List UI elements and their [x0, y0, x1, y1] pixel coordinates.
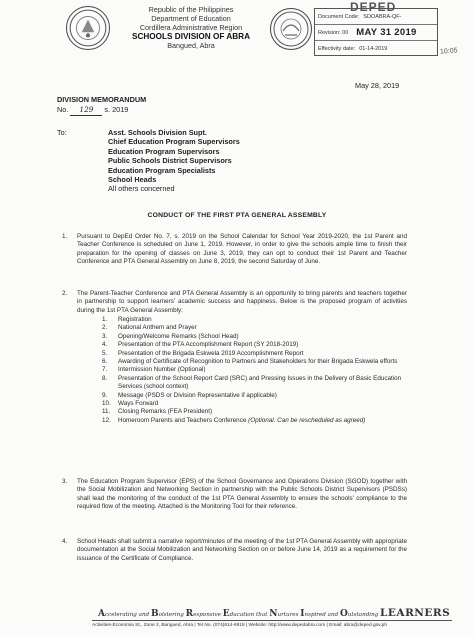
program-item [102, 366, 412, 374]
program-item-number: 1. [102, 316, 108, 323]
recipient-item: Education Program Specialists [108, 165, 216, 175]
slogan-word: ducation that [229, 612, 270, 618]
program-item [102, 375, 412, 392]
revision-row [315, 25, 437, 41]
footer-contact: Activities-Economia St., Zone 2, Bangued, Abra | Tel No. (074)614-6918 | Website: http://www.depedabra.com | Email: abra@deped.gov.ph [92, 623, 387, 628]
recipient-list [108, 128, 240, 194]
recipient-item: Asst. Schools Division Supt. [108, 128, 207, 137]
division-seal-icon [270, 8, 312, 50]
paragraph-1: Pursuant to DepEd Order No. 7, s. 2019 on the School Calendar for School Year 2019-2020, the 1st Parent and Teacher Conference is scheduled on June 1, 2019. However, in order to give the schools ample time to finish their preparation for the opening of classes on June 3, 2019, they can opt to conduct their 1st Parent and Teacher Conference and PTA General Assembly on June 8, 2019, the second Saturday of June. [77, 233, 407, 266]
letterhead [116, 5, 266, 50]
memo-date: May 28, 2019 [355, 81, 400, 90]
recipient-item: Chief Education Program Supervisors [108, 137, 240, 147]
letterhead-line-1: Republic of the Philippines [148, 5, 234, 14]
program-item-label: Presentation of the Brigada Eskwela 2019 Accomplishment Report [118, 349, 304, 357]
effectivity-row [315, 41, 437, 56]
program-item-label: Presentation of the School Report Card (SRC) and Pressing Issues in the Delivery of Basic Education Services (school context) [118, 374, 402, 391]
letterhead-location: Bangued, Abra [167, 41, 215, 50]
program-item-number: 9. [102, 391, 108, 399]
program-item-text [118, 417, 412, 425]
slogan-initial: N [269, 609, 278, 619]
memo-heading [57, 95, 146, 116]
program-item-number: 10. [102, 400, 111, 408]
to-label: To: [57, 128, 67, 137]
slogan-word: ccelerating and [104, 612, 151, 618]
slogan-initial: A [98, 609, 105, 619]
program-item [102, 400, 412, 408]
doc-code-value: SDOABRA-QF- [363, 13, 402, 20]
slogan-initial: O [339, 609, 348, 619]
deped-seal-icon [66, 6, 110, 50]
slogan-word: esponsive [193, 612, 223, 618]
handwritten-time-note: 10:05 [439, 47, 458, 56]
program-item-text [118, 408, 412, 416]
program-item [102, 392, 412, 400]
program-item-text [118, 392, 412, 400]
effectivity-label: Effectivity date: [318, 45, 356, 52]
program-item-text [118, 324, 412, 332]
program-item-text [118, 333, 412, 341]
deped-slogan [98, 607, 451, 619]
slogan-word: olstering [158, 612, 186, 618]
program-list [102, 316, 412, 425]
slogan-initial: B [150, 609, 159, 619]
program-item-label: Opening/Welcome Remarks (School Head) [118, 332, 239, 340]
program-item-number: 4. [102, 341, 108, 349]
program-item-text [118, 341, 412, 349]
program-item-label: Ways Forward [118, 400, 159, 408]
program-item-label: Presentation of the PTA Accomplishment Report (SY 2018-2019) [118, 341, 299, 349]
program-item-text [118, 400, 412, 408]
letterhead-line-3: Cordillera Administrative Region [139, 23, 243, 32]
letterhead-line-2: Department of Education [151, 14, 231, 23]
slogan-initial: R [185, 609, 194, 619]
slogan-word: urtures [277, 612, 301, 618]
program-item [102, 316, 412, 324]
program-item [102, 358, 412, 366]
revision-label: Revision: 00 [318, 29, 349, 36]
program-item [102, 408, 412, 416]
paragraph-3: The Education Program Supervisor (EPS) of the School Governance and Operations Division (SGOD) together with the Social Mobilization and Networking Section in partnership with the Public Schools District Supervisors (PSDSs) shall lead the monitoring of the conduct of the 1st PTA General Assembly to ensure the schools' compliance to the required flow of the meeting. Attached is the Monitoring Tool for their reference. [77, 478, 407, 511]
memo-series: s. 2019 [104, 105, 129, 114]
effectivity-value: 01-14-2019 [359, 45, 388, 52]
program-item [102, 333, 412, 341]
recipient-item: All others concerned [108, 184, 175, 194]
program-item-number: 2. [102, 324, 108, 332]
memo-title: DIVISION MEMORANDUM [57, 95, 147, 104]
program-item-label: Intermission Number (Optional) [118, 366, 206, 374]
slogan-word: utstanding [347, 612, 381, 618]
memo-subject: CONDUCT OF THE FIRST PTA GENERAL ASSEMBLY [147, 212, 327, 219]
document-control-box [314, 8, 438, 56]
program-item-number: 5. [102, 349, 108, 357]
program-item-label: Awarding of Certificate of Recognition to Partners and Stakeholders for their Brigada Eskwela efforts [118, 358, 398, 366]
program-item-number: 6. [102, 358, 108, 366]
received-date-stamp: MAY 31 2019 [356, 27, 417, 38]
paragraph-4: School Heads shall submit a narrative report/minutes of the meeting of the 1st PTA General Assembly with appropriate documentation at the Social Mobilization and Networking Section on or before June 14, 2019 as a requirement for the issuance of the Certificate of Compliance. [77, 538, 407, 562]
program-item-label: Message (PSDS or Division Representative if applicable) [118, 391, 277, 399]
slogan-initial: I [300, 609, 305, 619]
program-item-label: Homeroom Parents and Teachers Conference [118, 416, 249, 424]
doc-code-row [315, 9, 437, 25]
footer-divider [92, 620, 452, 621]
program-item-number: 7. [102, 366, 108, 374]
program-item-text [118, 358, 412, 366]
paragraph-2: The Parent-Teacher Conference and PTA General Assembly is an opportunity to bring parents and teachers together in partnership to support learners' academic success and happiness. Below is the proposed program of activities during the 1st PTA General Assembly: [77, 290, 407, 314]
paragraph-number: 1. [62, 233, 68, 240]
program-item-text [118, 350, 412, 358]
doc-code-label: Document Code: [318, 13, 360, 20]
recipient-item: Public Schools District Supervisors [108, 156, 232, 166]
letterhead-division: SCHOOLS DIVISION OF ABRA [132, 32, 250, 41]
program-item [102, 417, 412, 425]
program-item-number: 11. [102, 408, 111, 416]
paragraph-number: 3. [62, 478, 68, 485]
program-item-text [118, 366, 412, 374]
slogan-word: nspired and [304, 612, 340, 618]
deped-stamp-tag: DEPED [350, 0, 397, 14]
paragraph-number: 4. [62, 538, 68, 545]
program-item [102, 350, 412, 358]
recipient-item: Education Program Supervisors [108, 146, 220, 156]
memo-no-label: No. [57, 105, 69, 114]
program-item-number: 3. [102, 332, 108, 340]
program-item-note: (Optional. Can be rescheduled as agreed) [248, 416, 366, 424]
program-item-text [118, 375, 412, 392]
memo-number-line [57, 105, 146, 116]
program-item-label: Registration [118, 316, 152, 323]
program-item [102, 324, 412, 332]
slogan-learners: LEARNERS [380, 607, 451, 619]
memo-number: 129 [70, 105, 102, 116]
program-item-label: National Anthem and Prayer [118, 324, 197, 332]
program-item-label: Closing Remarks (FEA President) [118, 408, 213, 416]
paragraph-number: 2. [62, 290, 68, 297]
program-item-text [118, 316, 412, 324]
program-item-number: 12. [102, 416, 111, 424]
program-item-number: 8. [102, 374, 108, 382]
slogan-initial: E [222, 609, 230, 619]
program-item [102, 341, 412, 349]
recipient-item: School Heads [108, 175, 157, 185]
